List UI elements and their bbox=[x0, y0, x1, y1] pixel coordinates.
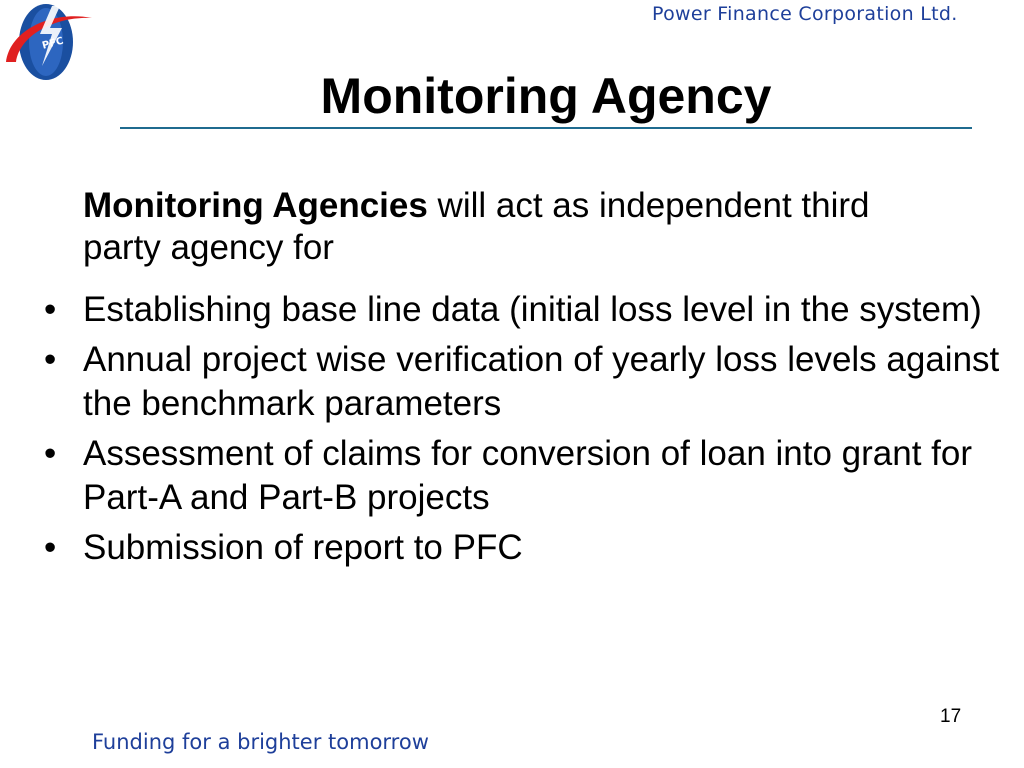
slide-title: Monitoring Agency bbox=[320, 68, 772, 124]
bullet-text: Submission of report to PFC bbox=[83, 528, 523, 567]
bullet-icon: • bbox=[44, 528, 57, 567]
company-name: Power Finance Corporation Ltd. bbox=[652, 3, 958, 25]
bullet-icon: • bbox=[44, 434, 57, 473]
page-number: 17 bbox=[940, 706, 962, 727]
footer-tagline: Funding for a brighter tomorrow bbox=[92, 730, 429, 754]
bullet-text: Assessment of claims for conversion of loan into grant for Part-A and Part-B projects bbox=[83, 434, 973, 517]
bullet-text: Establishing base line data (initial loss level in the system) bbox=[83, 290, 982, 329]
bullet-icon: • bbox=[44, 290, 57, 329]
intro-text: will act as independent third party agency for bbox=[83, 186, 870, 267]
title-underline bbox=[120, 127, 972, 129]
pfc-logo-icon bbox=[2, 0, 94, 88]
bullet-icon: • bbox=[44, 340, 57, 379]
bullet-item bbox=[0, 338, 1000, 426]
intro-paragraph bbox=[83, 185, 943, 269]
bullet-list bbox=[0, 288, 1000, 576]
bullet-item bbox=[0, 526, 1000, 570]
bullet-text: Annual project wise verification of yearly loss levels against the benchmark parameters bbox=[83, 340, 1000, 423]
bullet-item bbox=[0, 288, 1000, 332]
intro-bold-lead: Monitoring Agencies bbox=[83, 186, 428, 225]
svg-text:PFC: PFC bbox=[41, 35, 65, 52]
bullet-item bbox=[0, 432, 1000, 520]
